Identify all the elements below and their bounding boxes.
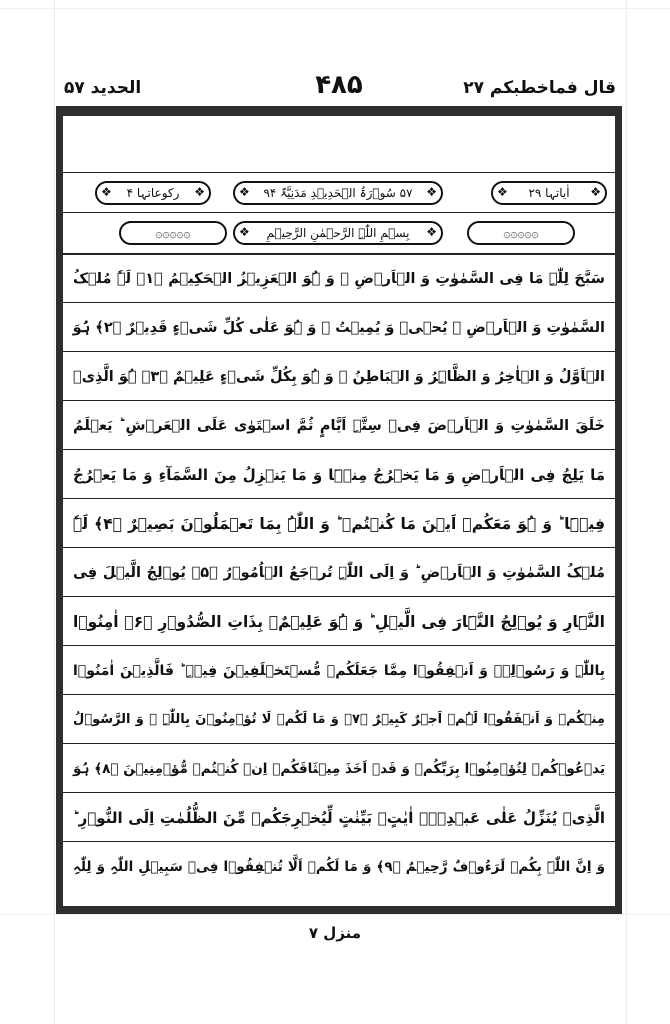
verse-line: مِنۡکُمۡ وَ اَنۡفَقُوۡا لَہُمۡ اَجۡرٌ کَبِیۡرٌ ﴿۷﴾ وَ مَا لَکُمۡ لَا تُؤۡمِنُوۡنَ بِاللّٰہِ ۚ وَ الرَّسُوۡلُ: [63, 696, 615, 744]
ornament-right: ۞۞۞۞۞: [467, 221, 575, 245]
page-edge-top: [0, 8, 670, 9]
blank-band: [63, 116, 615, 173]
verse-line: النَّہَارِ وَ یُوۡلِجُ النَّہَارَ فِی الَّیۡلِ ؕ وَ ہُوَ عَلِیۡمٌۢ بِذَاتِ الصُّدُوۡرِ ﴿۶﴾ اٰمِنُوۡا: [63, 598, 615, 646]
verse-line: یَدۡعُوۡکُمۡ لِتُؤۡمِنُوۡا بِرَبِّکُمۡ وَ قَدۡ اَخَذَ مِیۡثَاقَکُمۡ اِنۡ کُنۡتُمۡ مُّؤۡمِنِیۡنَ ﴿۸﴾ ہُوَ: [63, 745, 615, 793]
bismillah-band: [63, 213, 615, 255]
surah-title: ❖ ۵۷ سُوۡرَۃُ الۡحَدِیۡدِ مَدَنِیَّۃٌ ۹۴: [263, 186, 413, 200]
surah-info-band: [63, 174, 615, 213]
ornament-left: ۞۞۞۞۞: [119, 221, 227, 245]
ruku-count: ❖ رکوعاتہا ۴: [126, 186, 180, 200]
page-number: ۴۸۵: [315, 70, 363, 100]
ruku-count-cartouche: [95, 181, 211, 205]
bismillah: ❖ بِسۡمِ اللّٰہِ الرَّحۡمٰنِ الرَّحِیۡمِ: [266, 226, 410, 240]
bismillah-cartouche: [233, 221, 443, 245]
manzil-footer: منزل ۷: [308, 924, 362, 942]
verse-line: فِیۡہَا ؕ وَ ہُوَ مَعَکُمۡ اَیۡنَ مَا کُنۡتُمۡ ؕ وَ اللّٰہُ بِمَا تَعۡمَلُوۡنَ بَصِیۡرٌ ﴿۴﴾ لَہٗ: [63, 500, 615, 548]
page-edge-bottom: [0, 914, 670, 915]
surah-name-header: الحدید ۵۷: [64, 78, 142, 98]
verse-line: خَلَقَ السَّمٰوٰتِ وَ الۡاَرۡضَ فِیۡ سِتَّۃِ اَیَّامٍ ثُمَّ اسۡتَوٰی عَلَی الۡعَرۡشِ ؕ یَعۡلَمُ: [63, 402, 615, 450]
page-frame: [56, 106, 622, 914]
verse-line: وَ اِنَّ اللّٰہَ بِکُمۡ لَرَءُوۡفٌ رَّحِیۡمٌ ﴿۹﴾ وَ مَا لَکُمۡ اَلَّا تُنۡفِقُوۡا فِیۡ سَبِیۡلِ اللّٰہِ وَ لِلّٰہِ: [73, 859, 605, 875]
verse-line: الۡاَوَّلُ وَ الۡاٰخِرُ وَ الظَّاہِرُ وَ الۡبَاطِنُ ۚ وَ ہُوَ بِکُلِّ شَیۡءٍ عَلِیۡمٌ ﴿۳﴾ ہُوَ الَّذِیۡ: [63, 353, 615, 401]
verse-line: سَبَّحَ لِلّٰہِ مَا فِی السَّمٰوٰتِ وَ الۡاَرۡضِ ۚ وَ ہُوَ الۡعَزِیۡزُ الۡحَکِیۡمُ ﴿۱﴾ لَہٗ مُلۡکُ: [63, 255, 615, 303]
page-edge-left: [54, 0, 55, 1024]
verse-line: السَّمٰوٰتِ وَ الۡاَرۡضِ ۚ یُحۡیٖ وَ یُمِیۡتُ ۚ وَ ہُوَ عَلٰی کُلِّ شَیۡءٍ قَدِیۡرٌ ﴿۲﴾ ہُوَ: [63, 304, 615, 352]
page-edge-right: [626, 0, 627, 1024]
verse-lines: [63, 255, 615, 906]
ayat-count: ❖ اٰیاتہا ۲۹: [528, 186, 570, 200]
verse-line: مُلۡکُ السَّمٰوٰتِ وَ الۡاَرۡضِ ؕ وَ اِلَی اللّٰہِ تُرۡجَعُ الۡاُمُوۡرُ ﴿۵﴾ یُوۡلِجُ الَّیۡلَ فِی: [63, 549, 615, 597]
surah-title-cartouche: [233, 181, 443, 205]
verse-line: الَّذِیۡ یُنَزِّلُ عَلٰی عَبۡدِہٖۤ اٰیٰتٍۭ بَیِّنٰتٍ لِّیُخۡرِجَکُمۡ مِّنَ الظُّلُمٰتِ اِلَی النُّوۡرِ ؕ: [63, 794, 615, 842]
page-header: [56, 70, 622, 104]
para-name: قال فماخطبکم ۲۷: [463, 78, 616, 98]
ayat-count-cartouche: [491, 181, 607, 205]
verse-line: بِاللّٰہِ وَ رَسُوۡلِہٖ وَ اَنۡفِقُوۡا مِمَّا جَعَلَکُمۡ مُّسۡتَخۡلَفِیۡنَ فِیۡہِ ؕ فَالَّذِیۡنَ اٰمَنُوۡا: [63, 647, 615, 695]
page-inner: [63, 116, 615, 906]
verse-line: مَا یَلِجُ فِی الۡاَرۡضِ وَ مَا یَخۡرُجُ مِنۡہَا وَ مَا یَنۡزِلُ مِنَ السَّمَآءِ وَ مَا یَعۡرُجُ: [63, 451, 615, 499]
